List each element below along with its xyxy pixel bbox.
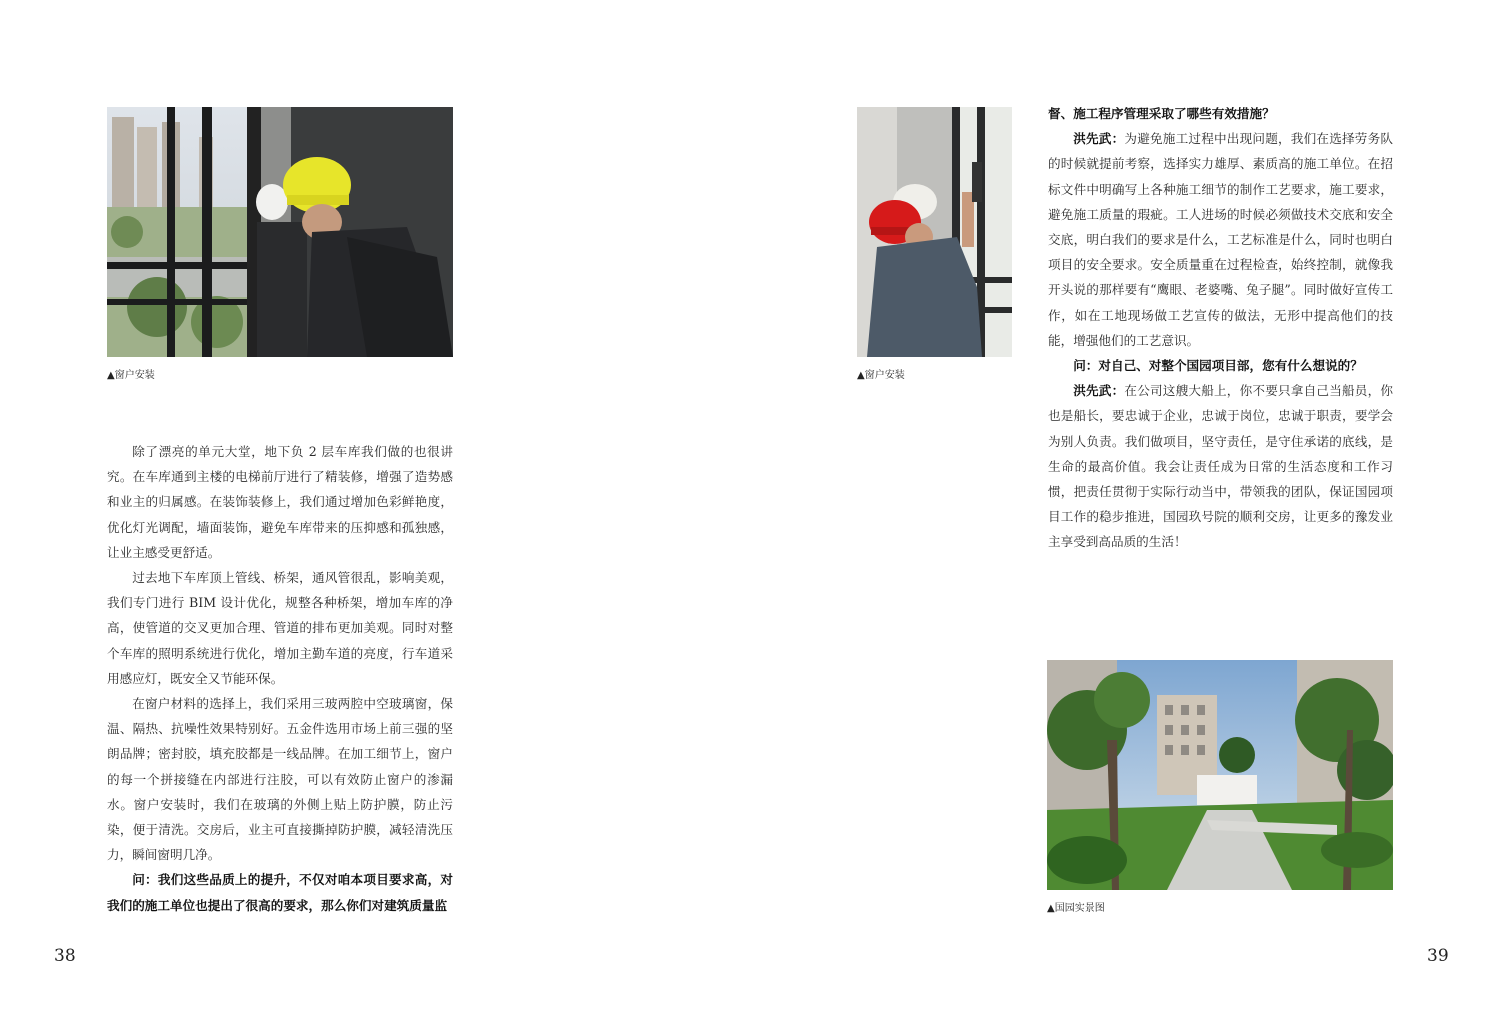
window-installation-photo-left (107, 107, 453, 357)
photo-caption-right: ▲窗户安装 (857, 370, 905, 381)
window-installation-photo-right (857, 107, 1012, 357)
speaker-name: 洪先武： (1073, 383, 1125, 399)
answer-text: 为避免施工过程中出现问题，我们在选择劳务队的时候就提前考察，选择实力雄厚、素质高的施工单位。在招标文件中明确写上各种施工细节的制作工艺要求，施工要求，避免施工质量的瑕疵。工人进场的时候必须做技术交底和安全交底，明白我们的要求是什么，工艺标准是什么，同时也明白项目的安全要求。安全质量重在过程检查，始终控制，就像我开头说的那样要有“鹰眼、老婆嘴、兔子腿”。同时做好宣传工作，如在工地现场做工艺宣传的做法，无形中提高他们的技能，增强他们的工艺意识。 (1048, 131, 1393, 348)
paragraph: 在窗户材料的选择上，我们采用三玻两腔中空玻璃窗，保温、隔热、抗噪性效果特别好。五金件选用市场上前三强的坚朗品牌；密封胶，填充胶都是一线品牌。在加工细节上，窗户的每一个拼接缝在内部进行注胶，可以有效防止窗户的渗漏水。窗户安装时，我们在玻璃的外侧上贴上防护膜，防止污染，便于清洗。交房后，业主可直接撕掉防护膜，减轻清洗压力，瞬间窗明几净。 (107, 696, 453, 863)
courtyard-scene-photo (1047, 660, 1393, 890)
right-article-body (1048, 101, 1393, 555)
photo-caption-courtyard: ▲国园实景图 (1047, 903, 1105, 914)
interview-question: 问：对自己、对整个国园项目部，您有什么想说的？ (1073, 358, 1363, 374)
paragraph: 除了漂亮的单元大堂，地下负 2 层车库我们做的也很讲究。在车库通到主楼的电梯前厅进行了精装修，增强了造势感和业主的归属感。在装饰装修上，我们通过增加色彩鲜艳度，优化灯光调配，墙面装饰，避免车库带来的压抑感和孤独感，让业主感受更舒适。 (107, 444, 453, 560)
photo-caption-left: ▲窗户安装 (107, 370, 155, 381)
page-number-right: 39 (1427, 946, 1449, 966)
interview-question: 问：我们这些品质上的提升，不仅对咱本项目要求高，对我们的施工单位也提出了很高的要求，那么你们对建筑质量监 (107, 872, 453, 913)
paragraph: 过去地下车库顶上管线、桥架，通风管很乱，影响美观，我们专门进行 BIM 设计优化，规整各种桥架，增加车库的净高，使管道的交叉更加合理、管道的排布更加美观。同时对整个车库的照明系统进行优化，增加主勤车道的亮度，行车道采用感应灯，既安全又节能环保。 (107, 570, 453, 686)
interview-question-continued: 督、施工程序管理采取了哪些有效措施？ (1048, 106, 1275, 121)
left-article-body (107, 439, 453, 918)
answer-text: 在公司这艘大船上，你不要只拿自己当船员，你也是船长，要忠诚于企业，忠诚于岗位，忠诚于职责，要学会为别人负责。我们做项目，坚守责任，是守住承诺的底线，是生命的最高价值。我会让责任成为日常的生活态度和工作习惯，把责任贯彻于实际行动当中，带领我的团队，保证国园项目工作的稳步推进，国园玖号院的顺利交房，让更多的豫发业主享受到高品质的生活！ (1048, 383, 1393, 550)
interview-answer (1048, 126, 1393, 353)
interview-answer (1048, 378, 1393, 554)
speaker-name: 洪先武： (1073, 131, 1125, 147)
page-number-left: 38 (54, 946, 76, 966)
